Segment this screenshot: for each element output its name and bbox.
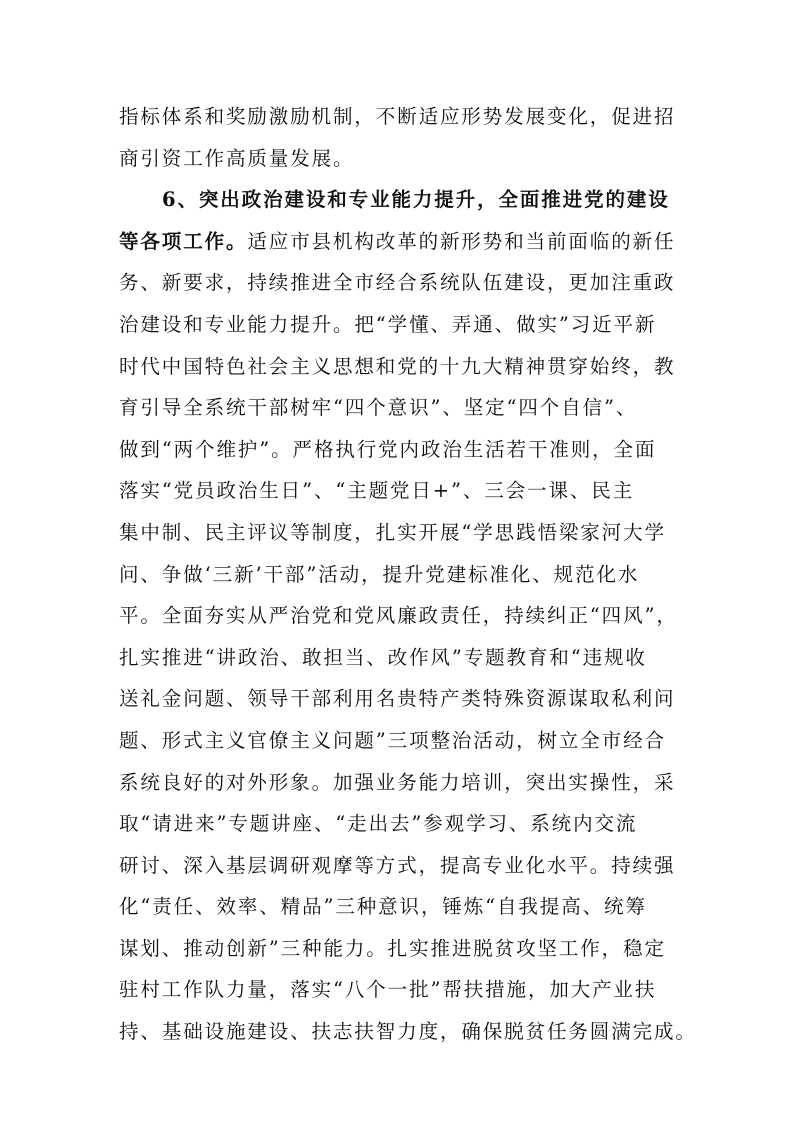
paragraph-line: 谋划、推动创新”三种能力。扎实推进脱贫攻坚工作，稳定: [119, 936, 666, 960]
paragraph-line: 扎实推进“讲政治、敢担当、改作风”专题教育和“违规收: [119, 645, 647, 669]
paragraph-line: 育引导全系统干部树牢“四个意识”、坚定“四个自信”、: [119, 396, 638, 420]
paragraph-line: 题、形式主义官僚主义问题”三项整治活动，树立全市经合: [119, 728, 666, 752]
paragraph-text: 适应市县机构改革的新形势和当前面临的新任: [247, 229, 676, 253]
paragraph-line: 集中制、民主评议等制度，扎实开展“学思践悟梁家河大学: [119, 520, 666, 544]
paragraph-line: 做到“两个维护”。严格执行党内政治生活若干准则，全面: [119, 437, 657, 461]
paragraph-line: 驻村工作队力量，落实“八个一批”帮扶措施，加大产业扶: [119, 978, 657, 1002]
section-heading: 6、突出政治建设和专业能力提升，全面推进党的建设: [162, 188, 670, 212]
paragraph-line: [119, 221, 682, 263]
paragraph-line: 治建设和专业能力提升。把“学懂、弄通、做实”习近平新: [119, 312, 657, 336]
body-text: [119, 96, 697, 1053]
paragraph-line: 取“请进来”专题讲座、“走出去”参观学习、系统内交流: [119, 812, 638, 836]
paragraph-line: 化“责任、效率、精品”三种意识，锤炼“自我提高、统筹: [119, 895, 647, 919]
paragraph-line: 落实“党员政治生日”、“主题党日+”、三会一课、民主: [119, 479, 635, 503]
paragraph-line: 平。全面夯实从严治党和党风廉政责任，持续纠正“四风”，: [119, 604, 678, 628]
paragraph-line: 务、新要求，持续推进全市经合系统队伍建设，更加注重政: [119, 271, 676, 295]
paragraph-line: 持、基础设施建设、扶志扶智力度，确保脱贫任务圆满完成。: [119, 1020, 697, 1044]
paragraph-line: 指标体系和奖励激励机制，不断适应形势发展变化，促进招: [119, 105, 676, 128]
paragraph-line: 问、争做‘三新’干部”活动，提升党建标准化、规范化水: [119, 562, 640, 586]
paragraph-line: 研讨、深入基层调研观摩等方式，提高专业化水平。持续强: [119, 853, 676, 877]
section-heading-end: 等各项工作。: [119, 229, 248, 253]
paragraph-line: 时代中国特色社会主义思想和党的十九大精神贯穿始终，教: [119, 354, 676, 378]
paragraph-line: 商引资工作高质量发展。: [119, 146, 355, 170]
paragraph-line: 送礼金问题、领导干部利用名贵特产类特殊资源谋取私利问: [119, 687, 676, 711]
paragraph-line: 系统良好的对外形象。加强业务能力培训，突出实操性，采: [119, 770, 676, 794]
